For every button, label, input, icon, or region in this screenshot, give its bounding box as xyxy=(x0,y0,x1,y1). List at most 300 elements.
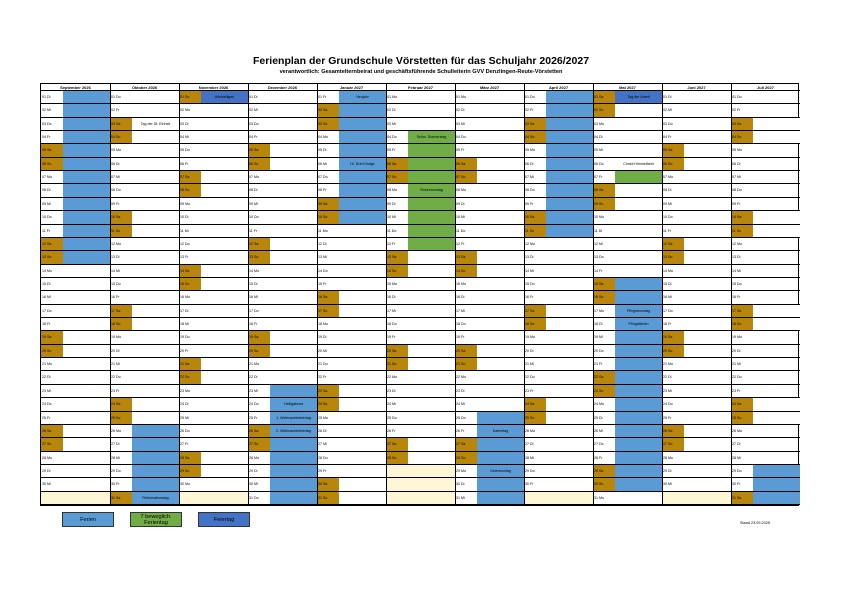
day-cell xyxy=(386,91,455,104)
day-label: 03 Mi xyxy=(456,121,465,126)
day-event: Allerheiligen xyxy=(201,91,248,103)
day-cell xyxy=(386,305,455,318)
day-cell xyxy=(179,345,248,358)
day-label: 21 Mo xyxy=(42,362,52,367)
day-event xyxy=(684,385,731,397)
day-cell xyxy=(731,278,800,291)
day-label: 22 Mo xyxy=(387,375,397,380)
day-cell xyxy=(731,465,800,478)
day-label: 25 Mi xyxy=(180,415,189,420)
day-cell xyxy=(317,104,386,117)
day-event xyxy=(684,251,731,263)
day-event xyxy=(270,198,317,210)
day-cell xyxy=(110,171,179,184)
day-label: 03 So xyxy=(317,118,339,130)
day-event xyxy=(684,465,731,477)
day-event xyxy=(132,158,179,170)
page-subtitle: verantwortlich: Gesamtelternbeirat und geschäftsführende Schulleiterin GVV Denzlingen-Reute-Vörstetten xyxy=(279,69,563,75)
day-event xyxy=(132,104,179,116)
day-label: 09 So xyxy=(593,198,615,210)
day-cell xyxy=(41,184,110,197)
day-label: 17 Mi xyxy=(456,308,465,313)
day-cell xyxy=(317,371,386,384)
day-cell xyxy=(386,265,455,278)
day-event xyxy=(201,345,248,357)
month-header: September 2026 xyxy=(41,84,110,91)
day-event xyxy=(546,345,593,357)
day-cell xyxy=(593,251,662,264)
month-column xyxy=(593,84,662,505)
day-label: 27 Mi xyxy=(318,442,327,447)
day-label: 05 Sa xyxy=(41,144,63,156)
column-separator xyxy=(455,84,456,505)
day-cell xyxy=(662,465,731,478)
day-cell xyxy=(317,171,386,184)
day-cell xyxy=(248,225,317,238)
day-label: 28 Fr xyxy=(594,455,603,460)
day-label: 30 Sa xyxy=(317,478,339,490)
day-label: 28 Mo xyxy=(249,455,259,460)
day-label: 22 Fr xyxy=(318,375,327,380)
day-event: Pfingstferien xyxy=(615,318,662,330)
day-event xyxy=(201,144,248,156)
day-event xyxy=(270,452,317,464)
day-label: 08 Sa xyxy=(593,184,615,196)
day-event xyxy=(63,251,110,263)
day-cell xyxy=(455,225,524,238)
day-label: 18 Do xyxy=(387,322,397,327)
day-label: 23 Mi xyxy=(42,388,51,393)
day-event xyxy=(546,425,593,437)
legend-item-ferien: Ferien xyxy=(62,512,114,527)
day-event xyxy=(201,225,248,237)
day-cell xyxy=(179,318,248,331)
day-event xyxy=(684,305,731,317)
day-event xyxy=(201,158,248,170)
day-cell xyxy=(731,171,800,184)
day-label: 16 Di xyxy=(456,295,465,300)
day-label: 03 Do xyxy=(663,121,673,126)
day-label: 15 Do xyxy=(732,281,742,286)
day-event: Ostermontag xyxy=(477,465,524,477)
day-event xyxy=(63,465,110,477)
day-cell xyxy=(662,385,731,398)
day-cell xyxy=(731,438,800,451)
day-cell xyxy=(455,158,524,171)
day-cell xyxy=(179,358,248,371)
day-event xyxy=(753,331,800,343)
day-label: 08 Di xyxy=(663,188,672,193)
day-event xyxy=(684,318,731,330)
day-label: 13 Sa xyxy=(455,251,477,263)
day-label: 22 Do xyxy=(732,375,742,380)
day-label: 24 Di xyxy=(180,402,189,407)
day-cell xyxy=(386,104,455,117)
day-label: 19 Mo xyxy=(111,335,121,340)
day-event xyxy=(201,412,248,424)
day-event xyxy=(753,225,800,237)
day-event xyxy=(270,371,317,383)
day-label: 04 Fr xyxy=(663,135,672,140)
day-label: 21 So xyxy=(386,358,408,370)
day-event xyxy=(477,251,524,263)
day-event xyxy=(408,265,455,277)
day-label: 22 Sa xyxy=(593,371,615,383)
day-cell xyxy=(179,425,248,438)
day-label: 20 Di xyxy=(732,348,741,353)
day-cell xyxy=(110,211,179,224)
day-event xyxy=(339,238,386,250)
day-event xyxy=(63,104,110,116)
day-cell xyxy=(731,211,800,224)
day-cell xyxy=(386,278,455,291)
day-label: 12 Do xyxy=(180,241,190,246)
day-label: 13 Di xyxy=(111,255,120,260)
day-cell xyxy=(317,465,386,478)
day-event xyxy=(615,118,662,130)
day-label: 05 Fr xyxy=(456,148,465,153)
day-label: 27 So xyxy=(248,438,270,450)
day-event xyxy=(615,251,662,263)
day-cell xyxy=(386,398,455,411)
day-cell xyxy=(593,412,662,425)
day-cell xyxy=(317,238,386,251)
day-event xyxy=(684,118,731,130)
day-event xyxy=(63,211,110,223)
day-label: 04 So xyxy=(524,131,546,143)
day-cell xyxy=(455,291,524,304)
day-event xyxy=(546,238,593,250)
day-event xyxy=(477,438,524,450)
day-cell xyxy=(179,465,248,478)
day-cell xyxy=(731,305,800,318)
day-cell xyxy=(593,278,662,291)
day-event xyxy=(270,184,317,196)
day-cell xyxy=(41,251,110,264)
day-label: 29 Do xyxy=(111,468,121,473)
day-cell xyxy=(386,412,455,425)
day-cell xyxy=(317,318,386,331)
day-event xyxy=(408,358,455,370)
day-cell xyxy=(455,412,524,425)
month-header: März 2027 xyxy=(455,84,524,91)
day-event xyxy=(753,265,800,277)
day-cell xyxy=(662,331,731,344)
day-cell xyxy=(41,371,110,384)
day-cell xyxy=(179,371,248,384)
day-label: 31 Do xyxy=(249,495,259,500)
day-event xyxy=(546,385,593,397)
day-cell xyxy=(662,158,731,171)
day-event xyxy=(132,198,179,210)
day-event xyxy=(63,225,110,237)
day-label: 22 So xyxy=(179,371,201,383)
day-event xyxy=(270,265,317,277)
day-cell xyxy=(41,211,110,224)
day-event xyxy=(477,358,524,370)
day-label: 13 So xyxy=(248,251,270,263)
day-cell xyxy=(731,238,800,251)
day-event xyxy=(339,251,386,263)
day-cell xyxy=(455,385,524,398)
day-event xyxy=(63,278,110,290)
day-cell xyxy=(317,358,386,371)
day-label: 01 Di xyxy=(249,95,258,99)
day-cell xyxy=(455,171,524,184)
day-label: 09 Mi xyxy=(249,201,258,206)
day-event xyxy=(615,331,662,343)
month-column xyxy=(386,84,455,505)
day-event xyxy=(546,265,593,277)
day-event xyxy=(270,91,317,103)
day-event xyxy=(684,158,731,170)
day-cell xyxy=(110,452,179,465)
day-label: 07 Mi xyxy=(732,175,741,180)
day-label: 14 Do xyxy=(318,268,328,273)
day-event xyxy=(615,171,662,183)
day-label: 15 Di xyxy=(663,281,672,286)
day-label: 12 Sa xyxy=(248,238,270,250)
day-label: 16 Mi xyxy=(249,295,258,300)
day-cell xyxy=(455,452,524,465)
day-event xyxy=(270,251,317,263)
day-event xyxy=(753,291,800,303)
day-label: 10 Do xyxy=(663,215,673,220)
day-cell xyxy=(731,371,800,384)
day-event xyxy=(201,358,248,370)
day-cell xyxy=(110,438,179,451)
day-label: 04 Do xyxy=(387,135,397,140)
day-cell xyxy=(248,91,317,104)
day-cell xyxy=(524,358,593,371)
day-cell xyxy=(524,465,593,478)
day-label: 04 Fr xyxy=(249,135,258,140)
day-cell xyxy=(248,492,317,505)
day-cell xyxy=(248,398,317,411)
day-event xyxy=(132,345,179,357)
day-label: 23 Di xyxy=(456,388,465,393)
day-cell xyxy=(110,371,179,384)
day-label: 19 Sa xyxy=(662,331,684,343)
day-label: 08 So xyxy=(179,184,201,196)
day-cell xyxy=(41,171,110,184)
month-header: Februar 2027 xyxy=(386,84,455,91)
day-label: 17 Sa xyxy=(524,305,546,317)
day-cell xyxy=(41,118,110,131)
day-cell xyxy=(41,104,110,117)
day-cell xyxy=(41,412,110,425)
day-cell xyxy=(317,492,386,505)
day-label: 24 Do xyxy=(663,402,673,407)
day-event xyxy=(339,358,386,370)
day-label: 03 Sa xyxy=(524,118,546,130)
day-event xyxy=(408,118,455,130)
day-cell xyxy=(524,158,593,171)
day-label: 17 Do xyxy=(663,308,673,313)
day-event xyxy=(615,398,662,410)
day-cell xyxy=(524,291,593,304)
day-cell xyxy=(317,251,386,264)
day-cell xyxy=(662,438,731,451)
day-label: 01 Sa xyxy=(593,91,615,103)
day-cell xyxy=(41,198,110,211)
day-cell xyxy=(110,331,179,344)
day-label: 11 So xyxy=(524,225,546,237)
day-label: 23 Mi xyxy=(663,388,672,393)
day-cell xyxy=(386,358,455,371)
day-cell xyxy=(731,91,800,104)
day-event xyxy=(408,305,455,317)
column-separator xyxy=(317,84,318,505)
day-label: 31 Sa xyxy=(110,492,132,504)
day-cell xyxy=(386,425,455,438)
day-cell xyxy=(593,211,662,224)
day-label: 06 Di xyxy=(111,161,120,166)
day-label: 26 Mo xyxy=(111,428,121,433)
day-cell xyxy=(110,358,179,371)
day-event xyxy=(408,412,455,424)
day-cell xyxy=(524,371,593,384)
day-event: 1. Weihnachtsfeiertag xyxy=(270,412,317,424)
day-cell xyxy=(317,412,386,425)
day-cell xyxy=(248,104,317,117)
day-event xyxy=(132,465,179,477)
day-cell xyxy=(41,452,110,465)
day-event: Christi Himmelfahrt xyxy=(623,161,654,166)
day-cell xyxy=(248,118,317,131)
day-cell xyxy=(386,452,455,465)
day-label: 20 Sa xyxy=(455,345,477,357)
day-event xyxy=(63,385,110,397)
day-event xyxy=(408,278,455,290)
day-cell xyxy=(248,184,317,197)
day-event xyxy=(201,385,248,397)
day-cell xyxy=(662,371,731,384)
month-header: April 2027 xyxy=(524,84,593,91)
column-separator xyxy=(179,84,180,505)
day-label: 06 So xyxy=(662,158,684,170)
day-label: 01 Do xyxy=(525,95,535,99)
day-event xyxy=(201,171,248,183)
day-cell xyxy=(110,118,179,131)
day-label: 05 Mi xyxy=(594,148,603,153)
day-cell xyxy=(386,345,455,358)
day-cell xyxy=(110,398,179,411)
day-cell xyxy=(317,425,386,438)
day-event xyxy=(63,412,110,424)
day-label: 28 So xyxy=(455,452,477,464)
day-event xyxy=(753,305,800,317)
day-event xyxy=(270,225,317,237)
day-event xyxy=(270,171,317,183)
day-event xyxy=(477,225,524,237)
day-event xyxy=(63,158,110,170)
month-column xyxy=(662,84,731,505)
day-cell xyxy=(179,131,248,144)
day-cell xyxy=(731,265,800,278)
day-cell xyxy=(593,131,662,144)
day-label: 07 Do xyxy=(318,175,328,180)
day-event xyxy=(132,131,179,143)
day-cell xyxy=(593,184,662,197)
day-event xyxy=(684,278,731,290)
day-label: 18 Fr xyxy=(249,322,258,327)
day-label: 15 Sa xyxy=(593,278,615,290)
day-event xyxy=(201,331,248,343)
day-label: 31 Sa xyxy=(731,492,753,504)
day-event xyxy=(615,198,662,210)
day-event: Karfreitag xyxy=(477,425,524,437)
day-label: 30 Mi xyxy=(249,482,258,487)
month-column xyxy=(317,84,386,505)
day-label: 16 Mi xyxy=(663,295,672,300)
day-label: 24 Sa xyxy=(524,398,546,410)
day-event xyxy=(615,345,662,357)
day-event xyxy=(684,371,731,383)
day-cell xyxy=(524,278,593,291)
day-event: Rosenmontag xyxy=(408,184,455,196)
day-label: 17 Mo xyxy=(594,308,604,313)
day-event xyxy=(408,238,455,250)
day-event xyxy=(753,184,800,196)
day-cell xyxy=(110,91,179,104)
day-label: 24 Sa xyxy=(110,398,132,410)
day-cell xyxy=(179,158,248,171)
month-header: Mai 2027 xyxy=(593,84,662,91)
day-label: 23 Di xyxy=(387,388,396,393)
day-event xyxy=(63,371,110,383)
day-cell xyxy=(179,291,248,304)
day-event xyxy=(753,104,800,116)
day-event xyxy=(339,345,386,357)
day-label: 02 Mi xyxy=(42,108,51,113)
day-label: 07 Mi xyxy=(111,175,120,180)
day-event: Hl. Drei Könige xyxy=(339,158,386,170)
day-label: 11 Do xyxy=(456,228,466,233)
day-cell xyxy=(593,492,662,505)
day-label: 06 Sa xyxy=(386,158,408,170)
day-event xyxy=(132,211,179,223)
day-event xyxy=(546,184,593,196)
day-cell xyxy=(524,198,593,211)
day-event xyxy=(477,265,524,277)
day-label: 22 Mo xyxy=(456,375,466,380)
day-event xyxy=(684,291,731,303)
day-label: 13 So xyxy=(662,251,684,263)
day-event xyxy=(63,91,110,103)
day-cell xyxy=(731,144,800,157)
day-event xyxy=(339,478,386,490)
stand-date: Stand 23.09.2025 xyxy=(740,521,770,525)
day-label: 31 Mi xyxy=(456,495,465,500)
day-label: 24 Sa xyxy=(731,398,753,410)
day-label: 20 Fr xyxy=(180,348,189,353)
day-event xyxy=(201,452,248,464)
day-label: 03 Sa xyxy=(110,118,132,130)
day-cell xyxy=(41,465,110,478)
day-event xyxy=(408,225,455,237)
day-cell xyxy=(317,184,386,197)
day-label: 29 Mo xyxy=(456,468,466,473)
day-cell xyxy=(662,345,731,358)
day-event xyxy=(132,225,179,237)
day-cell xyxy=(662,144,731,157)
day-cell xyxy=(455,492,524,505)
day-cell xyxy=(317,398,386,411)
day-label: 11 So xyxy=(731,225,753,237)
day-cell xyxy=(248,305,317,318)
day-event xyxy=(339,104,386,116)
